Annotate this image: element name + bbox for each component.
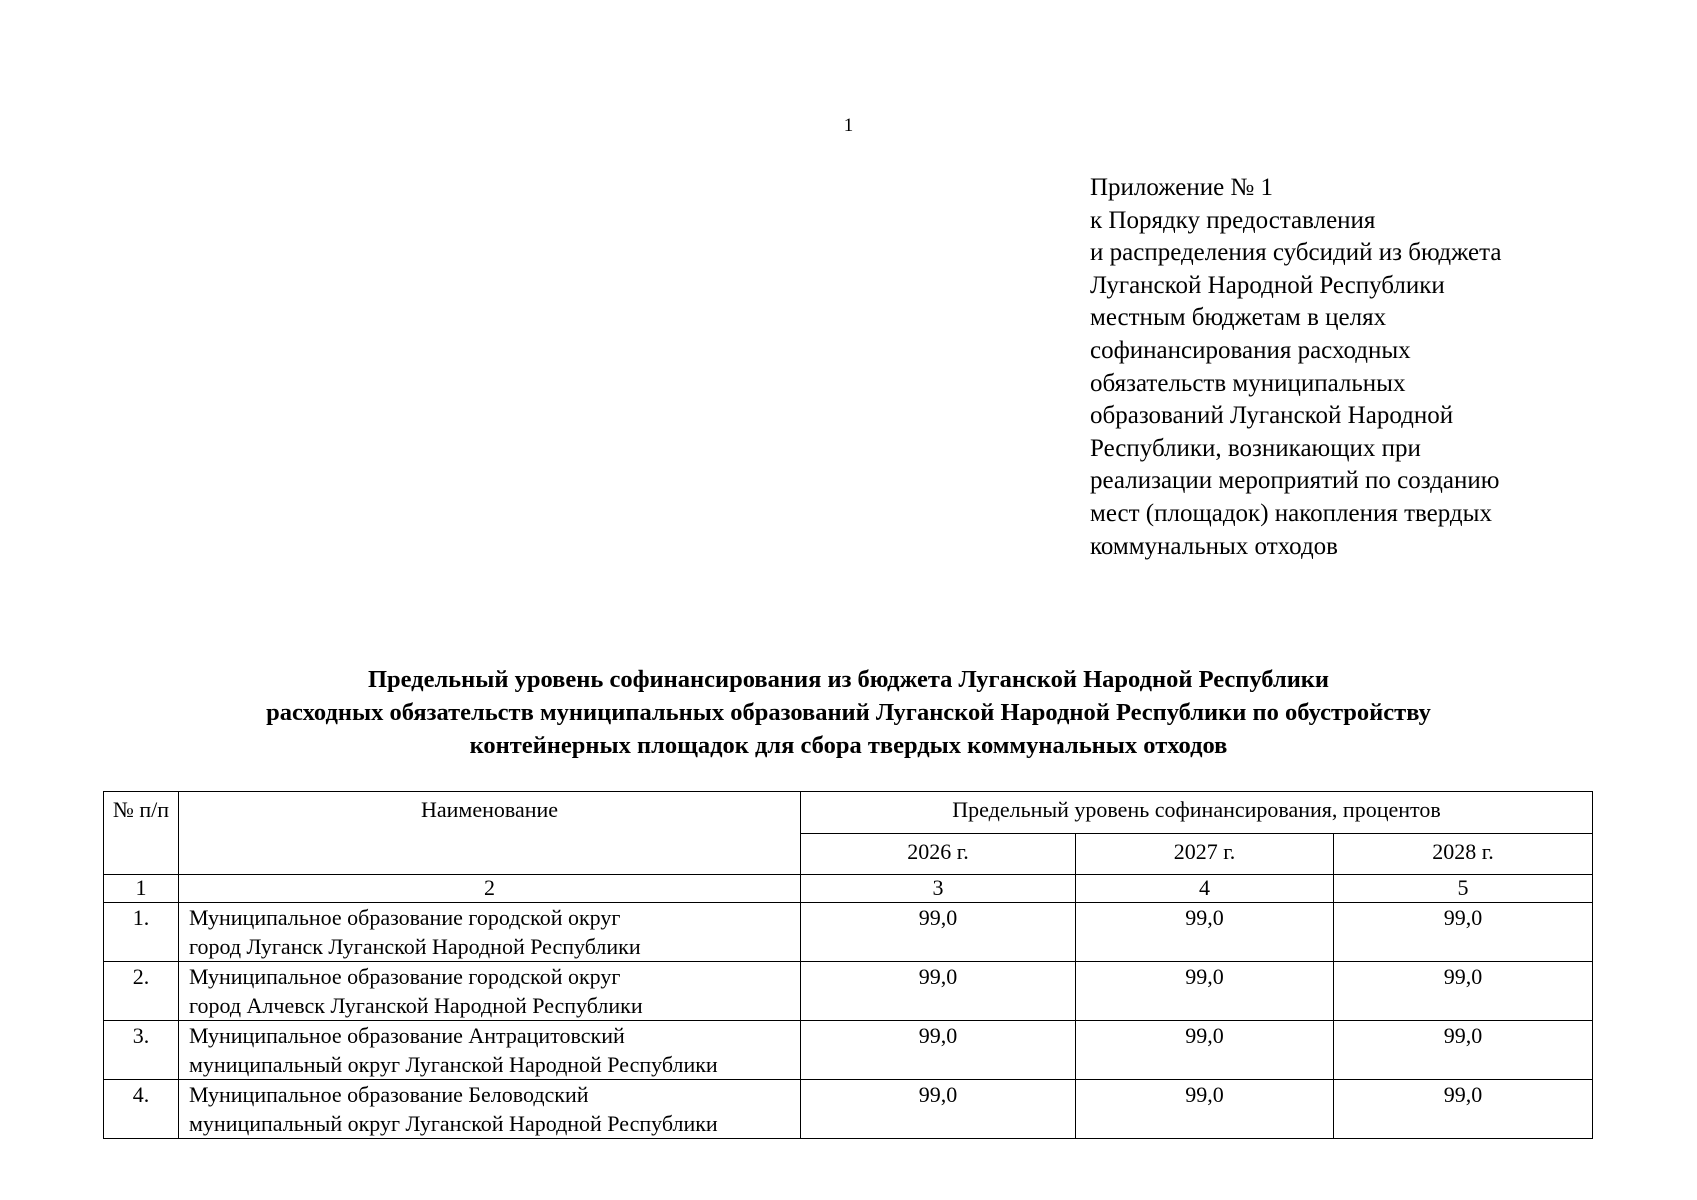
row-name-line: Муниципальное образование Антрацитовский — [189, 1023, 625, 1048]
appendix-line: реализации мероприятий по созданию — [1090, 467, 1500, 495]
appendix-line: Республики, возникающих при — [1090, 434, 1421, 462]
row-num-cell: 3. — [104, 1021, 179, 1080]
appendix-line: Луганской Народной Республики — [1090, 271, 1445, 299]
appendix-line: мест (площадок) накопления твердых — [1090, 499, 1492, 527]
title-line: расходных обязательств муниципальных образований Луганской Народной Республики по обустройству — [266, 699, 1431, 726]
column-index-cell: 2 — [179, 875, 801, 903]
row-name-cell — [179, 962, 801, 1021]
document-title — [0, 663, 1697, 762]
row-value-cell: 99,0 — [801, 1021, 1076, 1080]
page-number: 1 — [843, 115, 854, 136]
appendix-line: софинансирования расходных — [1090, 336, 1411, 364]
header-year-cell: 2027 г. — [1076, 834, 1334, 875]
column-index-cell: 5 — [1334, 875, 1593, 903]
column-index-cell: 4 — [1076, 875, 1334, 903]
table-column-index-row — [104, 875, 1593, 903]
row-name-line: муниципальный округ Луганской Народной Республики — [189, 1111, 718, 1136]
table-row — [104, 903, 1593, 962]
appendix-line: коммунальных отходов — [1090, 532, 1338, 560]
row-value-cell: 99,0 — [1334, 962, 1593, 1021]
row-value-cell: 99,0 — [801, 962, 1076, 1021]
row-name-line: Муниципальное образование городской округ — [189, 905, 621, 930]
column-index-cell: 3 — [801, 875, 1076, 903]
row-value-cell: 99,0 — [1076, 1021, 1334, 1080]
title-line: Предельный уровень софинансирования из бюджета Луганской Народной Республики — [367, 666, 1330, 693]
table-row — [104, 1080, 1593, 1139]
appendix-line: образований Луганской Народной — [1090, 402, 1454, 430]
title-line: контейнерных площадок для сбора твердых коммунальных отходов — [469, 732, 1228, 759]
table-header-row — [104, 792, 1593, 834]
row-num-cell: 1. — [104, 903, 179, 962]
header-level-cell: Предельный уровень софинансирования, процентов — [801, 792, 1593, 834]
appendix-line: к Порядку предоставления — [1090, 206, 1376, 234]
row-name-line: город Алчевск Луганской Народной Республики — [189, 993, 643, 1018]
row-name-cell — [179, 1080, 801, 1139]
appendix-line: и распределения субсидий из бюджета — [1090, 239, 1502, 267]
row-name-line: муниципальный округ Луганской Народной Республики — [189, 1052, 718, 1077]
row-name-cell — [179, 903, 801, 962]
row-num-cell: 2. — [104, 962, 179, 1021]
row-value-cell: 99,0 — [801, 903, 1076, 962]
appendix-line: обязательств муниципальных — [1090, 369, 1406, 397]
row-value-cell: 99,0 — [1076, 962, 1334, 1021]
row-value-cell: 99,0 — [801, 1080, 1076, 1139]
table-row — [104, 1021, 1593, 1080]
appendix-line: Приложение № 1 — [1090, 174, 1274, 201]
row-name-line: Муниципальное образование городской округ — [189, 964, 621, 989]
row-value-cell: 99,0 — [1334, 1021, 1593, 1080]
appendix-block — [1090, 172, 1670, 563]
row-value-cell: 99,0 — [1076, 1080, 1334, 1139]
row-value-cell: 99,0 — [1334, 1080, 1593, 1139]
appendix-line: местным бюджетам в целях — [1090, 304, 1387, 332]
cofinancing-table — [103, 791, 1593, 1139]
row-name-cell — [179, 1021, 801, 1080]
table-row — [104, 962, 1593, 1021]
row-num-cell: 4. — [104, 1080, 179, 1139]
row-value-cell: 99,0 — [1334, 903, 1593, 962]
header-name-cell: Наименование — [179, 792, 801, 875]
header-year-cell: 2028 г. — [1334, 834, 1593, 875]
column-index-cell: 1 — [104, 875, 179, 903]
header-num-cell: № п/п — [104, 792, 179, 875]
row-value-cell: 99,0 — [1076, 903, 1334, 962]
row-name-line: город Луганск Луганской Народной Республики — [189, 934, 641, 959]
header-year-cell: 2026 г. — [801, 834, 1076, 875]
row-name-line: Муниципальное образование Беловодский — [189, 1082, 589, 1107]
